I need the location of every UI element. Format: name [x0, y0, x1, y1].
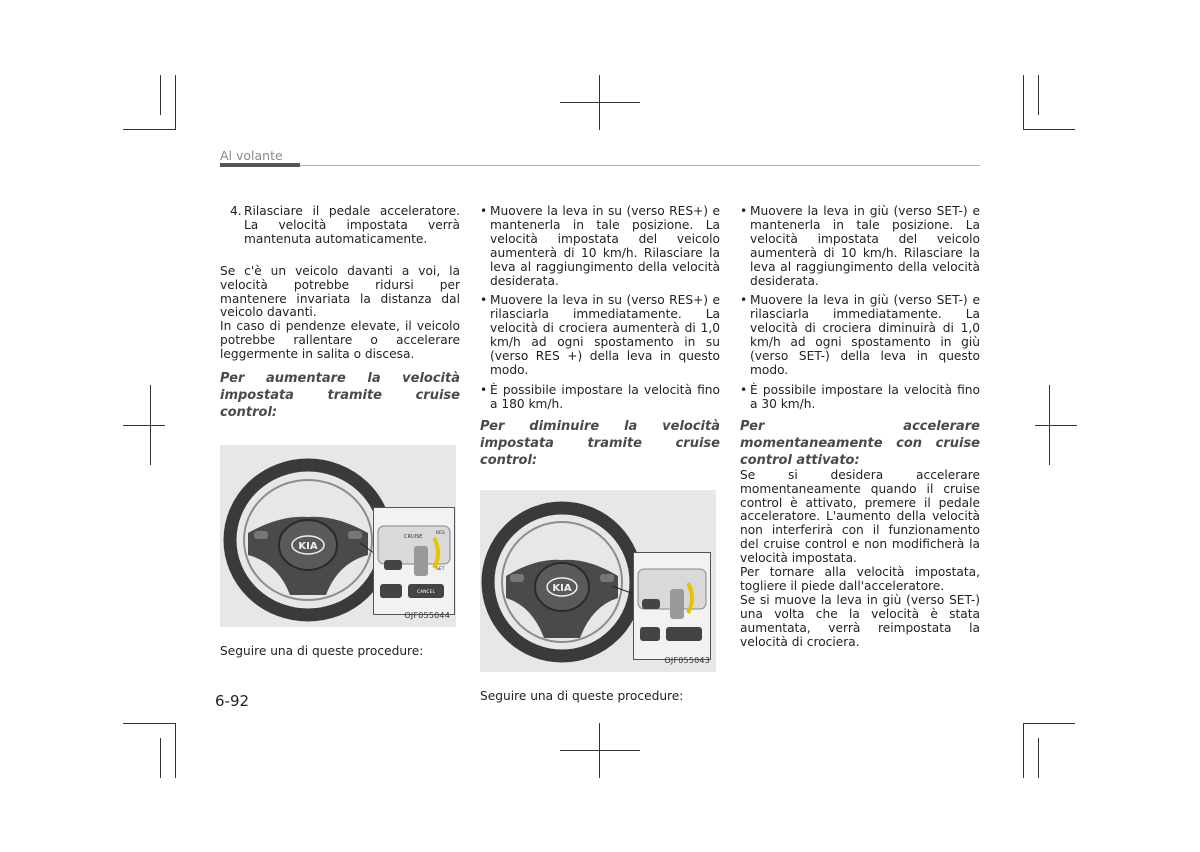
bullet: • — [740, 293, 748, 308]
section-heading: Per accelerare momentaneamente con cruise control attivato: — [740, 418, 980, 468]
figure-code: OJF055044 — [404, 611, 450, 621]
logo-text: KIA — [552, 582, 572, 594]
list-item: • Muovere la leva in su (verso RES+) e rilasciarla immediatamente. La velocità di crociera aumenterà di 1,0 km/h ad ogni spostamento in su (verso RES +) della leva in questo modo. — [480, 293, 720, 377]
steering-wheel-figure — [480, 490, 716, 672]
section-heading: Per diminuire la velocità impostata tramite cruise control: — [480, 418, 720, 468]
control-inset — [633, 552, 711, 660]
list-item: • Muovere la leva in giù (verso SET-) e rilasciarla immediatamente. La velocità di crociera diminuirà di 1,0 km/h ad ogni spostamento in giù (verso SET-) della leva in questo modo. — [740, 293, 980, 377]
list-item: • Muovere la leva in su (verso RES+) e mantenerla in tale posizione. La velocità impostata del veicolo aumenterà di 10 km/h. Rilasciare la leva al raggiungimento della velocità desiderata. — [480, 204, 720, 288]
cruise-label: CRUISE — [404, 534, 423, 541]
res-label: RES — [436, 531, 445, 537]
logo-text: KIA — [298, 541, 318, 553]
page-number: 6-92 — [215, 692, 250, 710]
list-item: • Muovere la leva in giù (verso SET-) e mantenerla in tale posizione. La velocità impostata del veicolo aumenterà di 10 km/h. Rilasciare la leva al raggiungimento della velocità desiderata. — [740, 204, 980, 288]
bullet: • — [480, 293, 488, 308]
paragraph: Se si muove la leva in giù (verso SET-) una volta che la velocità è stata aumentata, verrà reimpostata la velocità di crociera. — [740, 592, 980, 649]
column-2 — [480, 205, 720, 704]
paragraph: Se c'è un veicolo davanti a voi, la velocità potrebbe ridursi per mantenere invariata la distanza dal veicolo davanti. — [220, 263, 460, 320]
column-1 — [220, 205, 460, 659]
figure-code: OJF055043 — [664, 655, 710, 665]
set-label: SET — [436, 567, 445, 573]
section-title: Al volante — [220, 148, 283, 163]
header-rule — [300, 165, 980, 166]
step-number: 4. — [230, 204, 242, 218]
control-inset — [373, 507, 455, 615]
step-text: Rilasciare il pedale acceleratore. La velocità impostata verrà mantenuta automaticamente. — [244, 204, 460, 246]
bullet: • — [740, 382, 748, 397]
paragraph: Seguire una di queste procedure: — [220, 644, 424, 659]
steering-wheel-figure — [220, 445, 456, 627]
bullet: • — [480, 204, 488, 218]
list-item: • È possibile impostare la velocità fino a 30 km/h. — [740, 382, 980, 411]
step-4 — [220, 205, 460, 247]
header-bar — [220, 163, 300, 167]
bullet: • — [480, 382, 488, 397]
list-item: • È possibile impostare la velocità fino a 180 km/h. — [480, 382, 720, 411]
paragraph: In caso di pendenze elevate, il veicolo potrebbe rallentare o accelerare leggermente in salita o discesa. — [220, 319, 460, 362]
paragraph: Seguire una di queste procedure: — [480, 688, 684, 703]
bullet: • — [740, 204, 748, 218]
paragraph: Per tornare alla velocità impostata, togliere il piede dall'acceleratore. — [740, 565, 980, 593]
section-heading: Per aumentare la velocità impostata tramite cruise control: — [220, 371, 460, 421]
column-3 — [740, 205, 980, 649]
paragraph: Se si desidera accelerare momentaneamente quando il cruise control è attivato, premere il pedale acceleratore. L'aumento della velocità non interferirà con il funzionamento del cruise control e non modificherà la velocità impostata. — [740, 467, 980, 566]
cancel-label: CANCEL — [416, 590, 436, 596]
